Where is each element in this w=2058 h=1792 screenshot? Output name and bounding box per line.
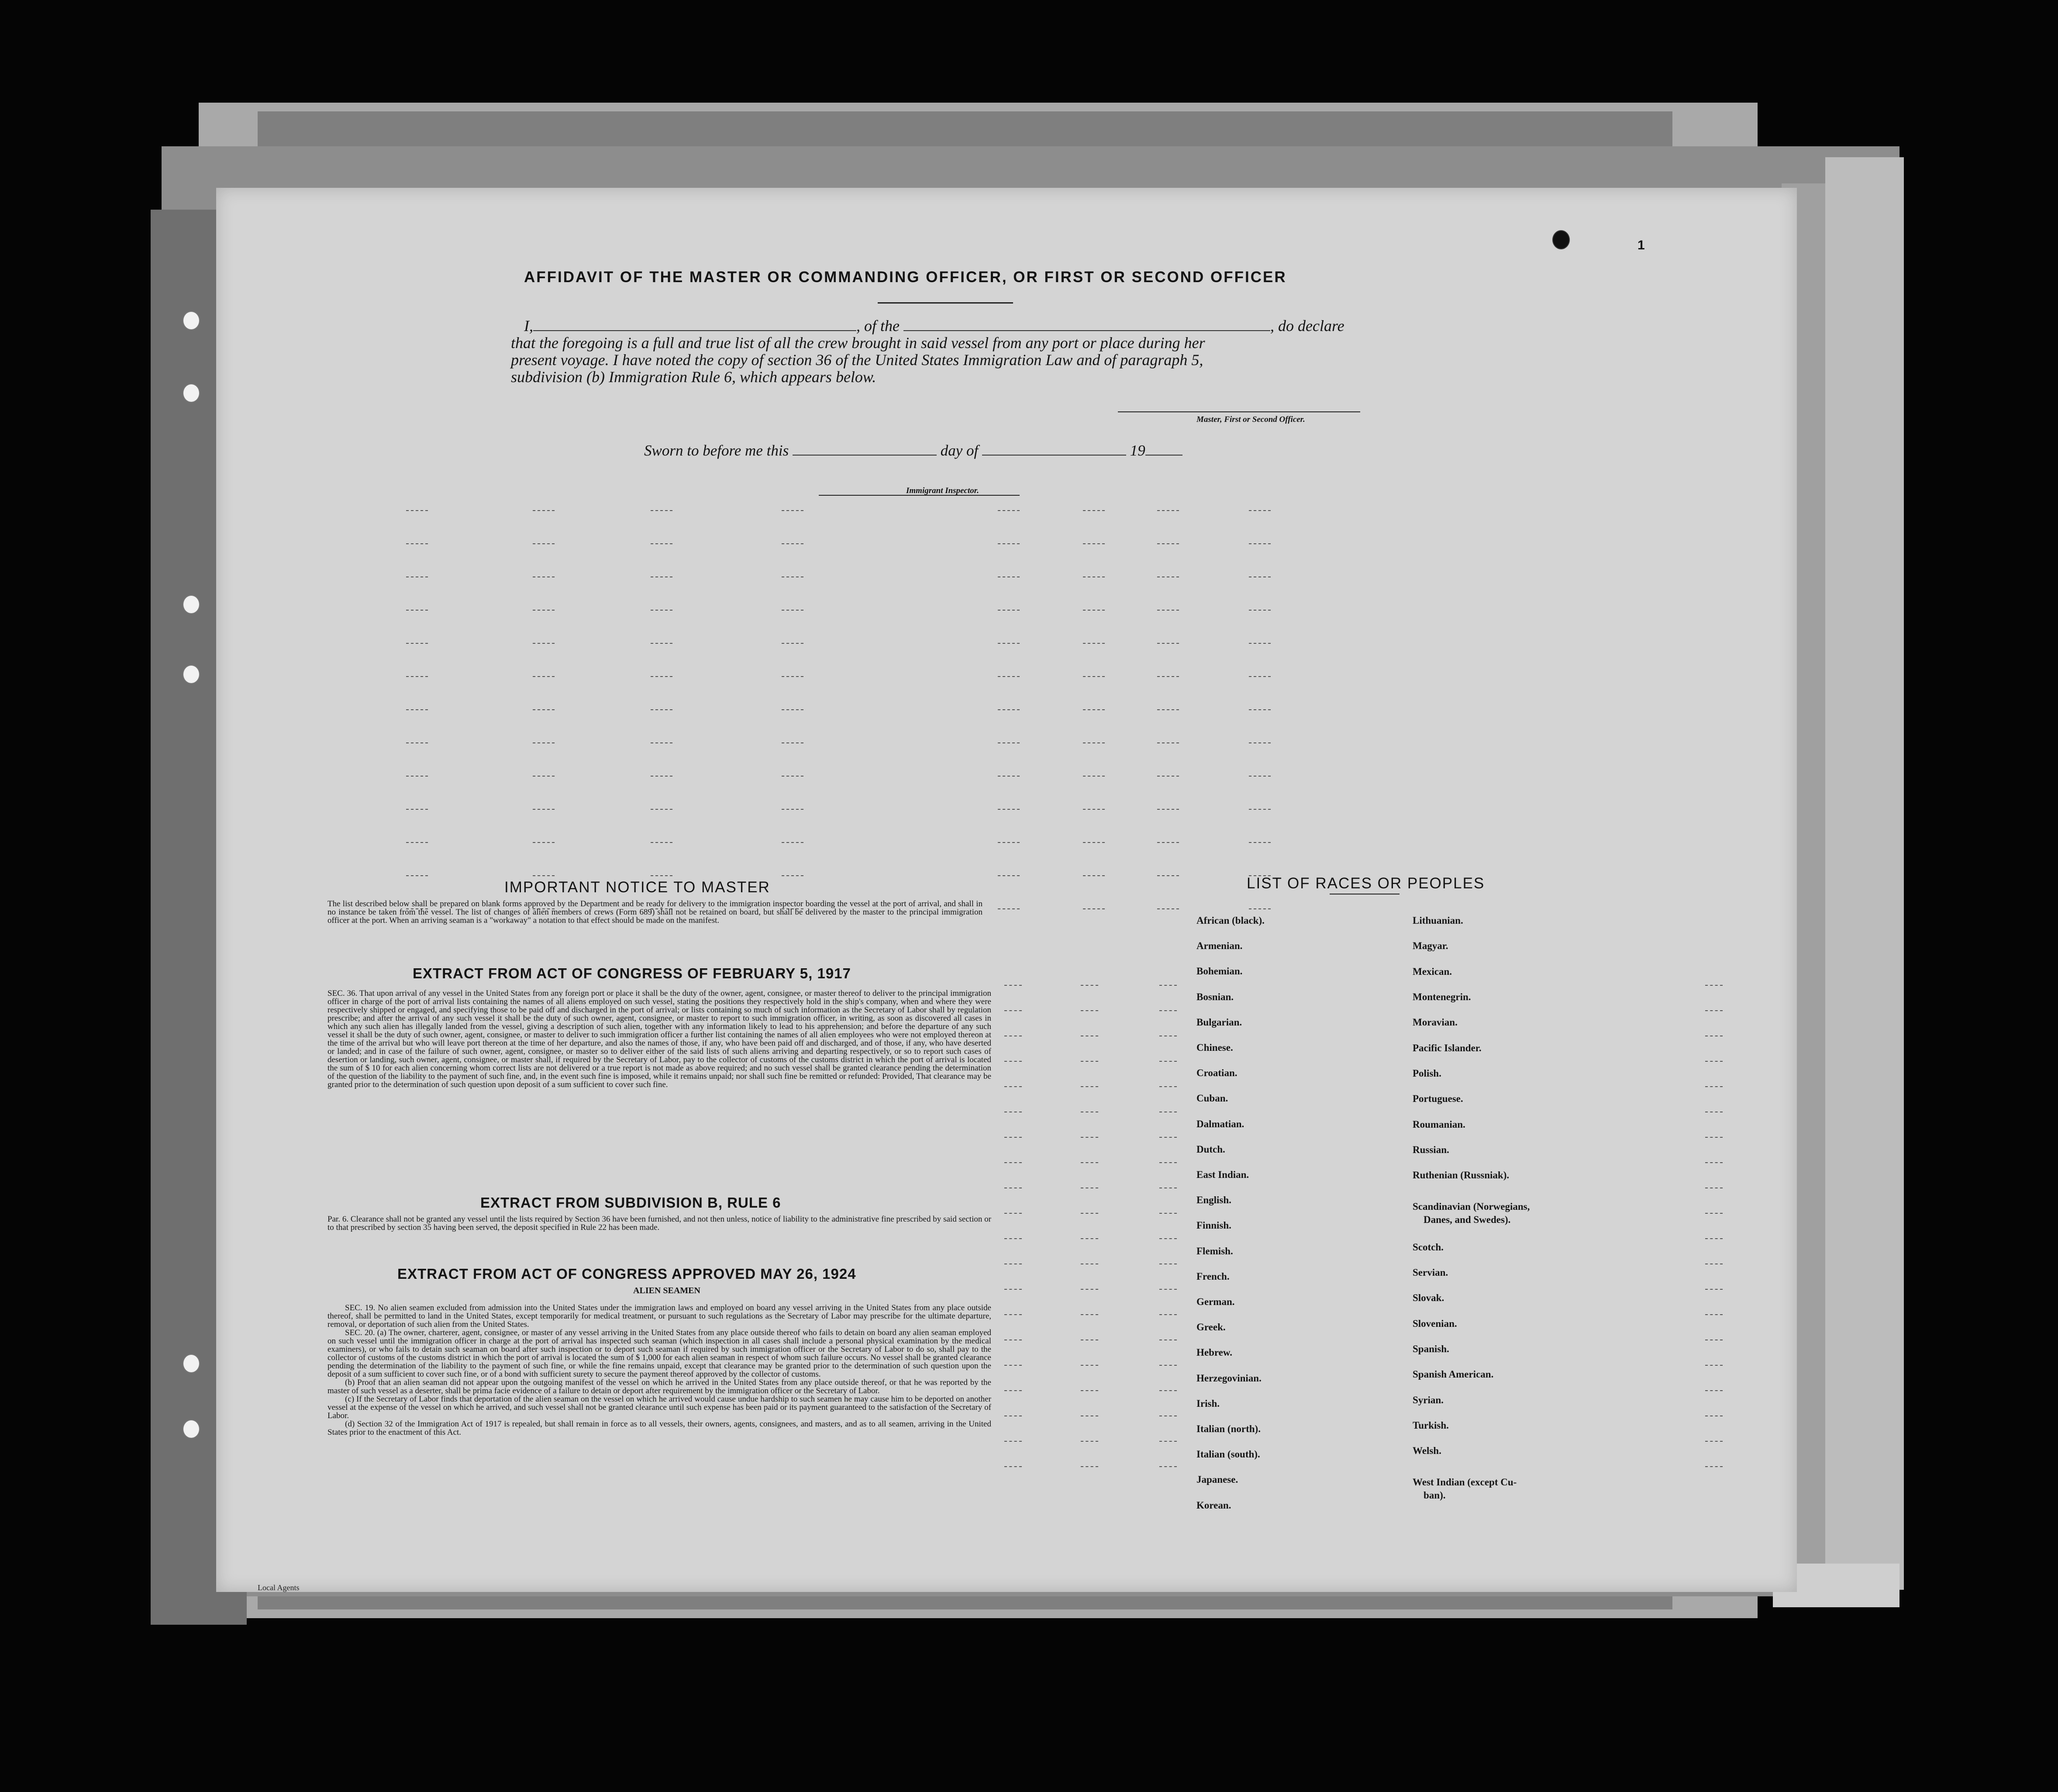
faint-ruling-dash [533,676,555,678]
faint-ruling-dash [1004,1441,1022,1443]
faint-ruling-dash [1083,709,1105,711]
faint-ruling-dash [406,510,428,512]
faint-ruling-dash [533,510,555,512]
faint-ruling-dash [1157,577,1179,578]
punch-hole [1552,230,1570,249]
race-entry: ban). [1424,1490,1446,1501]
faint-ruling-dash [1249,709,1271,711]
race-entry: Slovenian. [1413,1318,1457,1329]
faint-ruling-dash [651,709,672,711]
faint-ruling-dash [651,510,672,512]
faint-ruling-dash [1159,1213,1177,1215]
faint-ruling-dash [782,875,803,877]
sec20b-paragraph: (b) Proof that an alien seaman did not appear upon the outgoing manifest of the vessel on which he arrived in the United States from any place outside thereof, or that he was reported by the master of such vessel as a deserter, shall be prima facie evidence of a failure to detain or deport after requirement by the immigration officer or the Secretary of Labor. [327,1378,991,1395]
faint-ruling-dash [1705,985,1723,987]
faint-ruling-dash [1159,1010,1177,1012]
vessel-name-blank [903,318,1270,331]
faint-ruling-dash [998,875,1020,877]
faint-ruling-dash [1705,1340,1723,1341]
faint-ruling-dash [533,643,555,645]
extract-rule6-body: Par. 6. Clearance shall not be granted any vessel until the lists required by Section 36 have been furnished, and not then unless, notice of liability to the administrative fine prescribed by said section or to that prescribed by section 35 having been served, the deposit specified in Rule 22 has been made. [327,1215,991,1232]
faint-ruling-dash [998,709,1020,711]
race-entry: West Indian (except Cu- [1413,1477,1517,1488]
punch-hole [183,665,200,684]
faint-ruling-dash [1157,510,1179,512]
faint-ruling-dash [998,643,1020,645]
faint-ruling-dash [1083,776,1105,777]
race-entry: Pacific Islander. [1413,1043,1482,1053]
faint-ruling-dash [1081,1162,1098,1164]
faint-ruling-dash [1249,809,1271,811]
faint-ruling-dash [998,809,1020,811]
faint-ruling-dash [998,776,1020,777]
race-entry: Mexican. [1413,966,1452,977]
faint-ruling-dash [1083,577,1105,578]
faint-ruling-dash [782,809,803,811]
affidavit-title: AFFIDAVIT OF THE MASTER OR COMMANDING OFFICER, OR FIRST OR SECOND OFFICER [524,269,1287,286]
faint-ruling-dash [1705,1162,1723,1164]
race-entry: Bohemian. [1196,966,1243,977]
faint-ruling-dash [1705,1213,1723,1215]
race-entry: Korean. [1196,1499,1231,1511]
race-entry: African (black). [1196,915,1265,926]
faint-ruling-dash [1157,643,1179,645]
faint-ruling-dash [1083,809,1105,811]
faint-ruling-dash [406,676,428,678]
race-entry: Dutch. [1196,1143,1225,1155]
race-entry: Russian. [1413,1144,1449,1155]
notice-body: The list described below shall be prepared on blank forms approved by the Department and be ready for delivery to the immigration inspector boarding the vessel at the port of arrival, and shall in no instance be taken from the vessel. The list of changes of alien members of crews (Form 689) shall not be retained on board, but shall be delivered by the master to the principal immigration officer at the port. When an arriving seaman is a "workaway" a notation to that effect should be made on the manifest. [327,899,982,925]
extract-1917-body: SEC. 36. That upon arrival of any vessel in the United States from any foreign port or place it shall be the duty of the owner, agent, consignee, or master thereof to deliver to the principal immigration officer in charge of the port of arrival lists containing the names of all aliens employed on such vessel, stating the positions they respectively hold in the ship's company, when and where they were respectively shipped or engaged, and specifying those to be paid off and discharged in the port of arrival; or lists containing so much of such information as the Secretary of Labor shall by regulation prescribe; and after the arrival of any such vessel it shall be the duty of such owner, agent, consignee, or master to report to such immigration officer, in writing, as soon as discovered all cases in which any such alien has illegally landed from the vessel, giving a description of such alien, together with any information likely to lead to his apprehension; and before the departure of any such vessel it shall be the duty of such owner, agent, consignee, or master to deliver to such immigration officer a further list containing the names of all alien employees who were not employed thereon at the time of the arrival but who will leave port thereon at the time of her departure, and also the names of those, if any, who have been paid off and discharged, and of those, if any, who have deserted or landed; and in case of the failure of such owner, agent, consignee, or master so to deliver either of the said lists of such aliens arriving and departing respectively, or so to report such cases of desertion or landing, such owner, agent, consignee, or master shall, if required by the Secretary of Labor, pay to the collector of customs of the customs district in which the port of arrival is located the sum of $ 10 for each alien concerning whom correct lists are not delivered or a true report is not made as above required; and no such vessel shall be granted clearance pending the determination of the question of the liability to the payment of such fine, and, in the event such fine is imposed, while it remains unpaid; nor shall such fine be remitted or refunded: Provided, That clearance may be granted prior to the determination of such question upon deposit of a sum sufficient to cover such fine. [327,989,991,1089]
master-name-blank [533,318,856,331]
faint-ruling-dash [1081,1390,1098,1392]
declaration-line-4: subdivision (b) Immigration Rule 6, which appears below. [511,368,876,386]
faint-ruling-dash [1705,1365,1723,1367]
faint-ruling-dash [1705,1441,1723,1443]
faint-ruling-dash [406,543,428,545]
race-entry: Armenian. [1196,940,1243,952]
faint-ruling-dash [651,875,672,877]
punch-hole [183,1354,200,1373]
faint-ruling-dash [998,908,1020,910]
faint-ruling-dash [1081,1086,1098,1088]
race-entry: Slovak. [1413,1292,1444,1303]
faint-ruling-dash [1081,1314,1098,1316]
extract-1917-title: EXTRACT FROM ACT OF CONGRESS OF FEBRUARY 5, 1917 [413,965,851,981]
faint-ruling-dash [533,610,555,611]
faint-ruling-dash [1004,1390,1022,1392]
race-entry: Danes, and Swedes). [1424,1214,1511,1225]
race-entry: Italian (south). [1196,1449,1260,1460]
race-entry: Welsh. [1413,1445,1441,1456]
faint-ruling-dash [1157,610,1179,611]
faint-ruling-dash [1083,610,1105,611]
sec19-paragraph: SEC. 19. No alien seamen excluded from admission into the United States under the immigration laws and employed on board any vessel arriving in the United States from any place outside thereof, shall be permitted to land in the United States, except temporarily for medical treatment, or pursuant to such regulations as the Secretary of Labor may prescribe for the ultimate departure, removal, or deportation of such alien from the United States. [327,1303,991,1329]
sworn-day-blank [793,442,937,456]
faint-ruling-dash [1159,1416,1177,1417]
declaration-line-2: that the foregoing is a full and true list of all the crew brought in said vessel from any port or place during her [511,334,1205,352]
sworn-text: Sworn to before me this [644,442,789,459]
extract-1924-title: EXTRACT FROM ACT OF CONGRESS APPROVED MAY 26, 1924 [397,1266,856,1282]
faint-ruling-dash [1159,1340,1177,1341]
race-entry: Bulgarian. [1196,1016,1242,1028]
faint-ruling-dash [782,610,803,611]
faint-ruling-dash [1159,1441,1177,1443]
race-entry: Herzegovinian. [1196,1372,1262,1384]
faint-ruling-dash [1705,1289,1723,1291]
race-entry: Magyar. [1413,940,1448,951]
faint-ruling-dash [1081,1036,1098,1037]
faint-ruling-dash [1081,1365,1098,1367]
faint-ruling-dash [1705,1188,1723,1189]
sworn-year: 19 [1130,442,1145,459]
faint-ruling-dash [1004,1061,1022,1063]
faint-ruling-dash [1004,1314,1022,1316]
race-entry: Spanish. [1413,1343,1449,1354]
faint-ruling-dash [1159,1390,1177,1392]
decl-of-the: , of the [856,317,900,335]
faint-ruling-dash [651,643,672,645]
faint-ruling-dash [651,577,672,578]
faint-ruling-dash [1004,1466,1022,1468]
faint-ruling-dash [782,676,803,678]
decl-do-declare: , do declare [1270,317,1344,335]
faint-ruling-dash [533,875,555,877]
faint-ruling-dash [1081,1188,1098,1189]
faint-ruling-dash [1249,510,1271,512]
faint-ruling-dash [533,842,555,844]
faint-ruling-dash [533,577,555,578]
faint-ruling-dash [1004,985,1022,987]
faint-ruling-dash [782,643,803,645]
bottom-margin-stamp: Local Agents [258,1583,300,1592]
affidavit-declaration [511,318,1362,386]
faint-ruling-dash [533,709,555,711]
race-entry: Ruthenian (Russniak). [1413,1170,1510,1181]
race-entry: Moravian. [1413,1017,1458,1028]
race-entry: Portuguese. [1413,1093,1463,1104]
page-number: 1 [1637,238,1645,252]
faint-ruling-dash [782,742,803,744]
sec20c-paragraph: (c) If the Secretary of Labor finds that deportation of the alien seaman on the vessel on which he arrived would cause undue hardship to such seamen he may cause him to be deported on another vessel at the expense of the vessel on which he arrived, and such vessel shall not be granted clearance until such expense has been paid or its payment guaranteed to the satisfaction of the Secretary of Labor. [327,1395,991,1420]
faint-ruling-dash [1157,709,1179,711]
faint-ruling-dash [1159,1162,1177,1164]
faint-ruling-dash [1004,1289,1022,1291]
race-entry: Finnish. [1196,1220,1231,1231]
faint-ruling-dash [1159,985,1177,987]
sec20a-paragraph: SEC. 20. (a) The owner, charterer, agent, consignee, or master of any vessel arriving in the United States from any place outside thereof who fails to detain on board any alien seaman employed on such vessel until the immigration officer in charge at the port of arrival has inspected such seaman (which inspection in all cases shall include a personal physical examination by the medical examiners), or who fails to detain such seaman on board after such inspection or to deport such seaman if required by such immigration officer or the Secretary of Labor to do so, shall pay to the collector of customs of the customs district in which the port of arrival is located the sum of $ 1,000 for each alien seaman in respect of whom such failure occurs. No vessel shall be granted clearance pending the determination of the liability to the payment of such fine, or while the fine remains unpaid, except that clearance may be granted prior to the determination of such question upon the deposit of a sum sufficient to cover such fine, or of a bond with sufficient surety to secure the payment thereof approved by the collector of customs. [327,1328,991,1379]
faint-ruling-dash [1705,1238,1723,1240]
faint-ruling-dash [998,510,1020,512]
faint-ruling-dash [1157,875,1179,877]
faint-ruling-dash [1004,1086,1022,1088]
faint-ruling-dash [1249,577,1271,578]
faint-ruling-dash [1705,1466,1723,1468]
faint-ruling-dash [1081,1466,1098,1468]
faint-ruling-dash [998,610,1020,611]
faint-ruling-dash [782,709,803,711]
faint-ruling-dash [1157,543,1179,545]
faint-ruling-dash [1705,1010,1723,1012]
faint-ruling-dash [1004,1162,1022,1164]
signature-line [1118,411,1360,412]
race-entry: English. [1196,1195,1231,1206]
faint-ruling-dash [1249,842,1271,844]
faint-ruling-dash [651,610,672,611]
faint-ruling-dash [782,776,803,777]
race-entry: Turkish. [1413,1420,1449,1431]
race-entry: Syrian. [1413,1395,1444,1405]
signature-label: Master, First or Second Officer. [1196,415,1305,424]
faint-ruling-dash [1081,1340,1098,1341]
race-entry: Servian. [1413,1267,1448,1278]
faint-ruling-dash [998,676,1020,678]
punch-hole [183,1419,200,1439]
declaration-line-3: present voyage. I have noted the copy of section 36 of the United States Immigration Law and of paragraph 5, [511,351,1203,369]
race-entry: Bosnian. [1196,991,1234,1002]
race-entry: Hebrew. [1196,1347,1232,1358]
race-entry: Dalmatian. [1196,1118,1244,1129]
faint-ruling-dash [1705,1137,1723,1139]
faint-ruling-dash [406,842,428,844]
faint-ruling-dash [1083,742,1105,744]
faint-ruling-dash [1004,1365,1022,1367]
faint-ruling-dash [1157,676,1179,678]
faint-ruling-dash [1081,1112,1098,1113]
faint-ruling-dash [1081,1137,1098,1139]
race-entry: Greek. [1196,1322,1226,1333]
race-entry: Chinese. [1196,1042,1233,1053]
faint-ruling-dash [1705,1390,1723,1392]
faint-ruling-dash [1004,1010,1022,1012]
race-entry: French. [1196,1271,1230,1282]
faint-ruling-dash [1249,543,1271,545]
faint-ruling-dash [1157,809,1179,811]
sworn-line [644,442,1182,459]
race-entry: Lithuanian. [1413,915,1463,926]
faint-ruling-dash [1705,1061,1723,1063]
race-entry: Spanish American. [1413,1369,1494,1380]
faint-ruling-dash [1004,1137,1022,1139]
faint-ruling-dash [1081,985,1098,987]
faint-ruling-dash [406,709,428,711]
faint-ruling-dash [651,742,672,744]
alien-seamen-subtitle: ALIEN SEAMEN [633,1286,700,1295]
faint-ruling-dash [533,809,555,811]
faint-ruling-dash [1083,643,1105,645]
race-entry: Irish. [1196,1398,1220,1409]
faint-ruling-dash [1159,1365,1177,1367]
faint-ruling-dash [1159,1238,1177,1240]
faint-ruling-dash [651,842,672,844]
faint-ruling-dash [998,543,1020,545]
faint-ruling-dash [1157,908,1179,910]
faint-ruling-dash [1081,1416,1098,1417]
faint-ruling-dash [1705,1264,1723,1265]
faint-ruling-dash [1249,776,1271,777]
faint-ruling-dash [1004,1238,1022,1240]
faint-ruling-dash [1081,1213,1098,1215]
faint-ruling-dash [1249,643,1271,645]
faint-ruling-dash [782,842,803,844]
faint-ruling-dash [1004,1416,1022,1417]
faint-ruling-dash [1159,1314,1177,1316]
faint-ruling-dash [1081,1441,1098,1443]
faint-ruling-dash [1705,1314,1723,1316]
faint-ruling-dash [1159,1264,1177,1265]
punch-hole [183,311,200,330]
faint-ruling-dash [406,875,428,877]
faint-ruling-dash [1083,510,1105,512]
faint-ruling-dash [651,776,672,777]
faint-ruling-dash [1083,676,1105,678]
faint-ruling-dash [1249,908,1271,910]
faint-ruling-dash [782,577,803,578]
faint-ruling-dash [1249,742,1271,744]
faint-ruling-dash [1004,1188,1022,1189]
background-sheet [1825,157,1904,1590]
race-entry: Italian (north). [1196,1423,1261,1434]
inspector-label: Immigrant Inspector. [906,486,979,495]
faint-ruling-dash [651,543,672,545]
faint-ruling-dash [1081,1264,1098,1265]
title-underline [878,302,1013,304]
extract-rule6-title: EXTRACT FROM SUBDIVISION B, RULE 6 [480,1195,781,1211]
faint-ruling-dash [782,543,803,545]
faint-ruling-dash [406,776,428,777]
notice-title: IMPORTANT NOTICE TO MASTER [504,879,770,896]
race-entry: Montenegrin. [1413,991,1471,1002]
faint-ruling-dash [406,610,428,611]
faint-ruling-dash [1081,1238,1098,1240]
faint-ruling-dash [1081,1061,1098,1063]
faint-ruling-dash [406,809,428,811]
punch-hole [183,383,200,403]
faint-ruling-dash [1081,1010,1098,1012]
faint-ruling-dash [406,742,428,744]
faint-ruling-dash [1705,1086,1723,1088]
faint-ruling-dash [1159,1466,1177,1468]
race-entry: Polish. [1413,1068,1441,1079]
faint-ruling-dash [1157,776,1179,777]
faint-ruling-dash [1004,1264,1022,1265]
race-entry: Scandinavian (Norwegians, [1413,1201,1530,1212]
race-entry: Roumanian. [1413,1119,1465,1130]
race-entry: East Indian. [1196,1169,1249,1180]
sworn-year-blank [1145,442,1182,456]
faint-ruling-dash [1705,1112,1723,1113]
faint-ruling-dash [1159,1188,1177,1189]
faint-ruling-dash [1249,676,1271,678]
faint-ruling-dash [1083,543,1105,545]
faint-ruling-dash [1004,1213,1022,1215]
extract-1924-body [327,1304,991,1436]
faint-ruling-dash [533,543,555,545]
race-entry: Japanese. [1196,1474,1238,1485]
faint-ruling-dash [406,577,428,578]
faint-ruling-dash [1159,1086,1177,1088]
faint-ruling-dash [533,742,555,744]
sworn-day-of: day of [940,442,979,459]
faint-ruling-dash [1083,842,1105,844]
faint-ruling-dash [651,676,672,678]
race-entry: Scotch. [1413,1242,1444,1253]
faint-ruling-dash [1004,1036,1022,1037]
faint-ruling-dash [1004,1112,1022,1113]
faint-ruling-dash [1159,1289,1177,1291]
faint-ruling-dash [998,577,1020,578]
decl-i: I, [524,317,533,335]
faint-ruling-dash [1705,1036,1723,1037]
declaration-line-1 [511,318,1362,335]
faint-ruling-dash [1083,908,1105,910]
punch-hole [183,595,200,614]
faint-ruling-dash [1249,610,1271,611]
faint-ruling-dash [1705,1416,1723,1417]
race-entry: German. [1196,1296,1235,1307]
race-entry: Croatian. [1196,1067,1238,1079]
sworn-month-blank [982,442,1126,456]
faint-ruling-dash [1159,1137,1177,1139]
faint-ruling-dash [1081,1289,1098,1291]
faint-ruling-dash [1157,842,1179,844]
faint-ruling-dash [1157,742,1179,744]
race-entry: Flemish. [1196,1245,1233,1257]
faint-ruling-dash [1159,1061,1177,1063]
races-title: LIST OF RACES OR PEOPLES [1247,875,1485,892]
race-entry: Cuban. [1196,1093,1228,1104]
faint-ruling-dash [406,643,428,645]
sec20d-paragraph: (d) Section 32 of the Immigration Act of 1917 is repealed, but shall remain in force as to all vessels, their owners, agents, consignees, and masters, and as to all seamen, arriving in the United States prior to the enactment of this Act. [327,1419,991,1437]
faint-ruling-dash [1159,1036,1177,1037]
faint-ruling-dash [651,809,672,811]
faint-ruling-dash [533,776,555,777]
faint-ruling-dash [998,842,1020,844]
faint-ruling-dash [1083,875,1105,877]
faint-ruling-dash [1159,1112,1177,1113]
faint-ruling-dash [782,510,803,512]
faint-ruling-dash [1004,1340,1022,1341]
faint-ruling-dash [998,742,1020,744]
